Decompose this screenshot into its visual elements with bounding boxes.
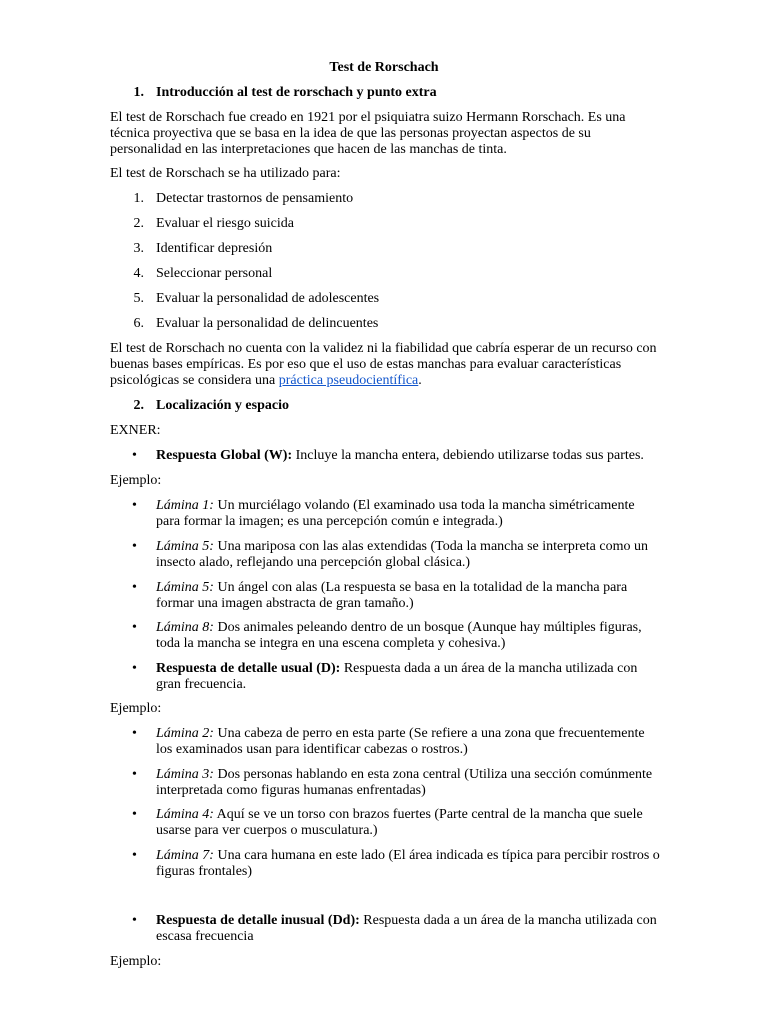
lamina-label: Lámina 1:	[156, 498, 214, 513]
bullet-icon	[132, 539, 142, 555]
list-text: Evaluar la personalidad de delincuentes	[156, 316, 379, 331]
validity-paragraph	[110, 341, 660, 389]
heading-text: Localización y espacio	[156, 398, 289, 413]
bullet-icon	[132, 848, 142, 864]
lamina-label: Lámina 7:	[156, 848, 214, 863]
lamina-label: Lámina 5:	[156, 539, 214, 554]
lamina-label: Lámina 8:	[156, 620, 214, 635]
ejemplo-label: Ejemplo:	[110, 954, 162, 969]
list-number: 2.	[133, 216, 144, 231]
example-text: Una cabeza de perro en esta parte (Se refiere a una zona que frecuentemente los examinados usan para identificar cabezas o rostros.)	[156, 726, 645, 757]
bullet-icon	[132, 726, 142, 742]
bullet-icon	[132, 620, 142, 636]
ejemplo-label: Ejemplo:	[110, 473, 162, 488]
list-number: 6.	[133, 316, 144, 331]
bullet-icon	[132, 580, 142, 596]
list-text: Seleccionar personal	[156, 266, 273, 281]
bullet-icon	[132, 661, 142, 677]
bullet-label: Respuesta de detalle usual (D):	[156, 661, 341, 676]
bullet-icon	[132, 448, 142, 464]
validity-text-end: .	[418, 373, 422, 388]
bullet-text: Incluye la mancha entera, debiendo utilizarse todas sus partes.	[292, 448, 644, 463]
lamina-label: Lámina 3:	[156, 767, 214, 782]
lamina-label: Lámina 4:	[156, 807, 214, 822]
bullet-icon	[132, 913, 142, 929]
uses-intro-paragraph: El test de Rorschach se ha utilizado para:	[110, 166, 341, 181]
list-number: 4.	[133, 266, 144, 281]
example-text: Dos personas hablando en esta zona central (Utiliza una sección comúnmente interpretada como figuras humanas enfrentadas)	[156, 767, 653, 798]
list-text: Evaluar la personalidad de adolescentes	[156, 291, 380, 306]
ejemplo-label: Ejemplo:	[110, 701, 162, 716]
pseudoscience-link[interactable]: práctica pseudocientífica	[278, 373, 419, 388]
list-text: Evaluar el riesgo suicida	[156, 216, 295, 231]
heading-number: 2.	[133, 398, 144, 413]
validity-text: El test de Rorschach no cuenta con la validez ni la fiabilidad que cabría esperar de un recurso con buenas bases empíricas. Es por eso que el uso de estas manchas para evaluar características psicológicas se considera una	[110, 341, 657, 388]
heading-text: Introducción al test de rorschach y punto extra	[156, 85, 437, 100]
example-text: Una cara humana en este lado (El área indicada es típica para percibir rostros o figuras frontales)	[156, 848, 660, 879]
example-text: Aquí se ve un torso con brazos fuertes (Parte central de la mancha que suele usarse para ver cuerpos o musculatura.)	[156, 807, 643, 838]
bullet-icon	[132, 498, 142, 514]
list-number: 3.	[133, 241, 144, 256]
bullet-text: Respuesta dada a un área de la mancha utilizada con gran frecuencia.	[156, 661, 638, 692]
list-text: Detectar trastornos de pensamiento	[156, 191, 354, 206]
exner-label: EXNER:	[110, 423, 161, 438]
intro-paragraph: El test de Rorschach fue creado en 1921 por el psiquiatra suizo Hermann Rorschach. Es una técnica proyectiva que se basa en la idea de que las personas proyectan aspectos de su personalidad en las interpretaciones que hacen de las manchas de tinta.	[110, 110, 626, 157]
document-title: Test de Rorschach	[329, 60, 439, 75]
list-text: Identificar depresión	[156, 241, 273, 256]
list-number: 1.	[133, 191, 144, 206]
bullet-label: Respuesta Global (W):	[156, 448, 293, 463]
bullet-icon	[132, 807, 142, 823]
example-text: Un ángel con alas (La respuesta se basa en la totalidad de la mancha para formar una imagen abstracta de gran tamaño.)	[156, 580, 628, 611]
lamina-label: Lámina 2:	[156, 726, 214, 741]
example-text: Dos animales peleando dentro de un bosque (Aunque hay múltiples figuras, toda la mancha se integra en una escena completa y cohesiva.)	[156, 620, 642, 651]
example-text: Una mariposa con las alas extendidas (Toda la mancha se interpreta como un insecto alado, reflejando una percepción global clásica.)	[156, 539, 648, 570]
bullet-text: Respuesta dada a un área de la mancha utilizada con escasa frecuencia	[156, 913, 657, 944]
bullet-icon	[132, 767, 142, 783]
lamina-label: Lámina 5:	[156, 580, 214, 595]
heading-number: 1.	[133, 85, 144, 100]
bullet-label: Respuesta de detalle inusual (Dd):	[156, 913, 360, 928]
list-number: 5.	[133, 291, 144, 306]
example-text: Un murciélago volando (El examinado usa toda la mancha simétricamente para formar la imagen; es una percepción común e integrada.)	[156, 498, 635, 529]
